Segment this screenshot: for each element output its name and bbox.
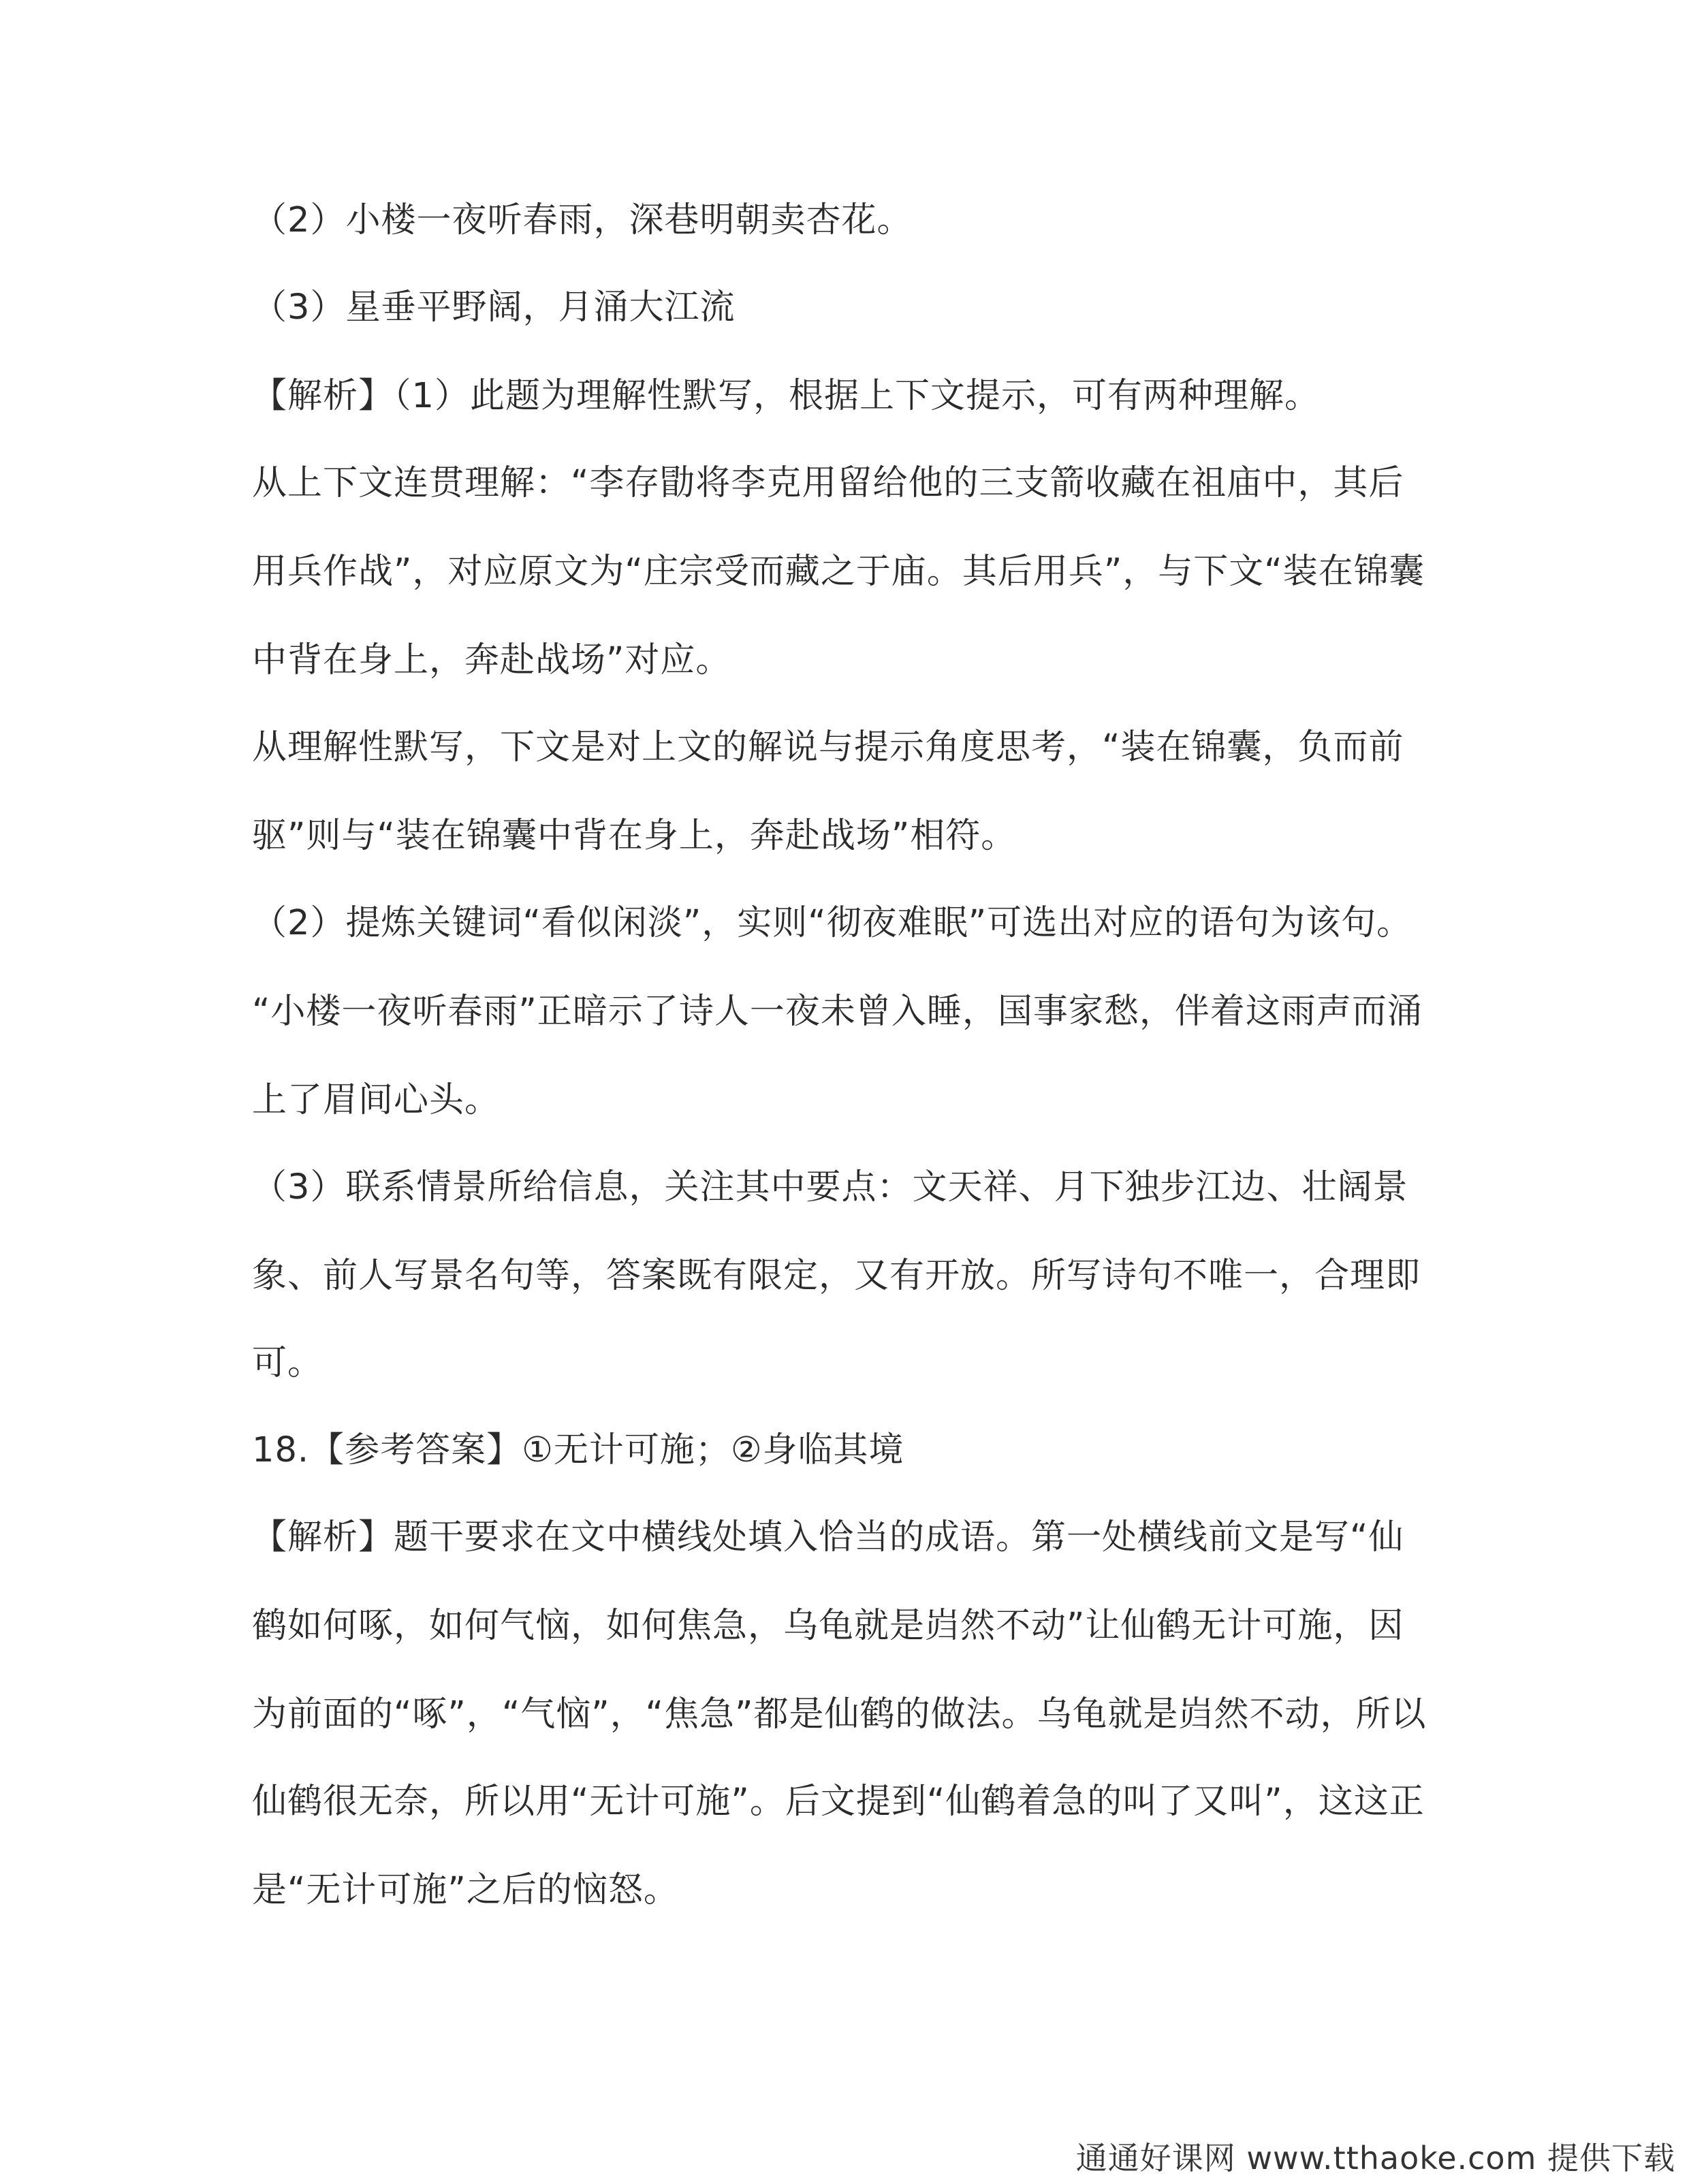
text-line: （2）小楼一夜听春雨，深巷明朝卖杏花。 (252, 200, 913, 240)
text-line: 从上下文连贯理解：“李存勖将李克用留给他的三支箭收藏在祖庙中，其后 (252, 463, 1404, 503)
text-line: 鹤如何啄，如何气恼，如何焦急，乌龟就是岿然不动”让仙鹤无计可施，因 (252, 1606, 1404, 1646)
text-line: 上了眉间心头。 (252, 1080, 501, 1120)
text-line: 18.【参考答案】①无计可施；②身临其境 (252, 1430, 904, 1470)
text-line: 是“无计可施”之后的恼怒。 (252, 1870, 679, 1910)
text-line: 可。 (252, 1343, 323, 1383)
text-line: 用兵作战”，对应原文为“庄宗受而藏之于庙。其后用兵”，与下文“装在锦囊 (252, 552, 1425, 592)
text-line: 驱”则与“装在锦囊中背在身上，奔赴战场”相符。 (252, 816, 1017, 856)
text-line: （2）提炼关键词“看似闲淡”，实则“彻夜难眠”可选出对应的语句为该句。 (252, 903, 1412, 943)
text-line: （3）联系情景所给信息，关注其中要点：文天祥、月下独步江边、壮阔景 (252, 1167, 1408, 1207)
text-line: 【解析】题干要求在文中横线处填入恰当的成语。第一处横线前文是写“仙 (252, 1517, 1404, 1557)
text-line: （3）星垂平野阔，月涌大江流 (252, 287, 736, 328)
text-line: 中背在身上，奔赴战场”对应。 (252, 640, 731, 680)
text-line: 象、前人写景名句等，答案既有限定，又有开放。所写诗句不唯一，合理即 (252, 1256, 1421, 1296)
site-watermark: 通通好课网 www.tthaoke.com 提供下载 (1075, 2140, 1675, 2177)
text-line: 从理解性默写，下文是对上文的解说与提示角度思考，“装在锦囊，负而前 (252, 727, 1404, 767)
text-line: 仙鹤很无奈，所以用“无计可施”。后文提到“仙鹤着急的叫了又叫”，这这正 (252, 1782, 1425, 1822)
text-line: “小楼一夜听春雨”正暗示了诗人一夜未曾入睡，国事家愁，伴着这雨声而涌 (252, 992, 1423, 1032)
text-line: 为前面的“啄”，“气恼”，“焦急”都是仙鹤的做法。乌龟就是岿然不动，所以 (252, 1694, 1427, 1735)
text-line: 【解析】（1）此题为理解性默写，根据上下文提示，可有两种理解。 (252, 376, 1320, 416)
